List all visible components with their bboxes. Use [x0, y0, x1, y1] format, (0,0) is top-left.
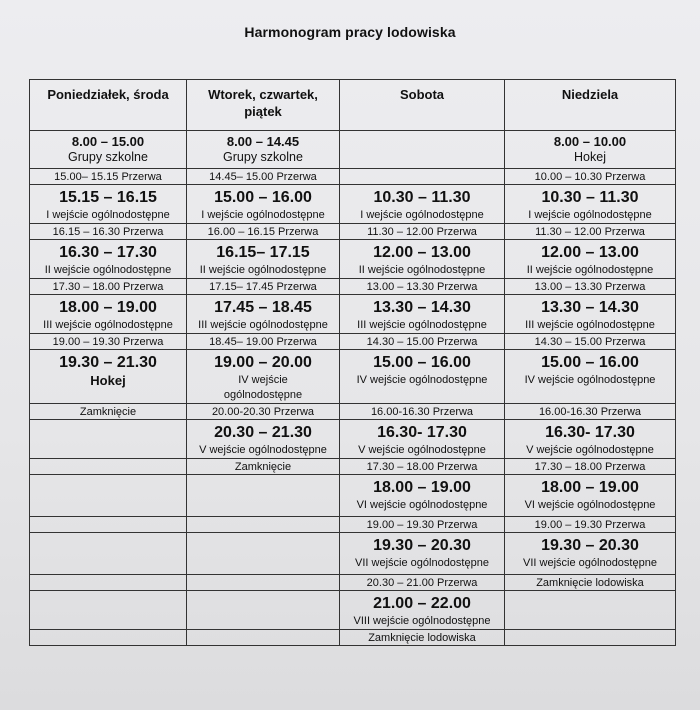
session-desc: I wejście ogólnodostępne: [46, 209, 170, 221]
break-row: [30, 224, 676, 240]
session-time: 19.30 – 21.30: [59, 354, 157, 371]
empty-cell: [187, 533, 340, 575]
schedule-cell: [505, 131, 676, 169]
session-desc: IV wejście ogólnodostępne: [524, 374, 656, 386]
session-desc: II wejście ogólnodostępne: [44, 264, 172, 276]
break-cell: 11.30 – 12.00 Przerwa: [340, 224, 505, 240]
break-cell: 17.15– 17.45 Przerwa: [187, 279, 340, 295]
session-time: 19.00 – 20.00: [214, 354, 312, 371]
break-cell: 19.00 – 19.30 Przerwa: [505, 517, 676, 533]
session-time: 19.30 – 20.30: [373, 537, 471, 554]
empty-cell: [340, 131, 505, 169]
schedule-cell: [505, 350, 676, 404]
empty-cell: [30, 459, 187, 475]
empty-cell: [30, 575, 187, 591]
empty-cell: [187, 630, 340, 646]
break-row: [30, 517, 676, 533]
empty-cell: [187, 475, 340, 517]
schedule-table: [29, 79, 676, 646]
session-desc: VII wejście ogólnodostępne: [355, 557, 489, 569]
break-cell: Zamknięcie lodowiska: [505, 575, 676, 591]
session-time: 16.15– 17.15: [216, 244, 310, 261]
schedule-cell: [505, 240, 676, 279]
session-desc: VIII wejście ogólnodostępne: [353, 615, 491, 627]
session-desc: II wejście ogólnodostępne: [526, 264, 654, 276]
header-cell-mon-wed: Poniedziałek, środa: [30, 80, 187, 131]
table-row: [30, 533, 676, 575]
session-time: 12.00 – 13.00: [541, 244, 639, 261]
break-row: [30, 334, 676, 350]
empty-cell: [30, 517, 187, 533]
session-time: 18.00 – 19.00: [373, 479, 471, 496]
schedule-cell: [505, 295, 676, 334]
session-time: 20.30 – 21.30: [214, 424, 312, 441]
header-cell-tue-thu-fri: Wtorek, czwartek, piątek: [187, 80, 340, 131]
empty-cell: [30, 475, 187, 517]
empty-cell: [505, 591, 676, 630]
schedule-cell: [30, 131, 187, 169]
session-time: 21.00 – 22.00: [373, 595, 471, 612]
break-cell: 20.30 – 21.00 Przerwa: [340, 575, 505, 591]
break-cell: 16.00 – 16.15 Przerwa: [187, 224, 340, 240]
schedule-cell: [505, 420, 676, 459]
document-title: Harmonogram pracy lodowiska: [244, 24, 456, 40]
session-desc: Grupy szkolne: [68, 150, 148, 164]
schedule-cell: [30, 240, 187, 279]
break-row: [30, 404, 676, 420]
session-time: 18.00 – 19.00: [59, 299, 157, 316]
break-cell: 14.30 – 15.00 Przerwa: [340, 334, 505, 350]
session-desc: V wejście ogólnodostępne: [199, 444, 327, 456]
session-desc: VII wejście ogólnodostępne: [523, 557, 657, 569]
session-desc: II wejście ogólnodostępne: [358, 264, 486, 276]
session-desc: II wejście ogólnodostępne: [199, 264, 327, 276]
empty-cell: [30, 630, 187, 646]
schedule-cell: [187, 420, 340, 459]
session-desc: III wejście ogólnodostępne: [43, 319, 173, 331]
session-desc: VI wejście ogólnodostępne: [356, 499, 488, 511]
break-cell: 17.30 – 18.00 Przerwa: [30, 279, 187, 295]
session-desc: Grupy szkolne: [223, 150, 303, 164]
break-row: [30, 169, 676, 185]
session-time: 19.30 – 20.30: [541, 537, 639, 554]
session-time: 16.30 – 17.30: [59, 244, 157, 261]
schedule-cell: [187, 131, 340, 169]
schedule-cell: [505, 533, 676, 575]
break-cell: 11.30 – 12.00 Przerwa: [505, 224, 676, 240]
break-cell: 19.00 – 19.30 Przerwa: [340, 517, 505, 533]
schedule-cell: [340, 185, 505, 224]
table-header-row: [30, 80, 676, 131]
table-row: [30, 420, 676, 459]
break-cell: 18.45– 19.00 Przerwa: [187, 334, 340, 350]
schedule-cell: [340, 591, 505, 630]
schedule-cell: [340, 350, 505, 404]
session-desc: III wejście ogólnodostępne: [525, 319, 655, 331]
empty-cell: [505, 630, 676, 646]
empty-cell: [30, 420, 187, 459]
header-cell-sun: Niedziela: [505, 80, 676, 131]
break-cell: 20.00-20.30 Przerwa: [187, 404, 340, 420]
session-time: 16.30- 17.30: [377, 424, 467, 441]
session-desc: I wejście ogólnodostępne: [360, 209, 484, 221]
break-cell: 17.30 – 18.00 Przerwa: [505, 459, 676, 475]
session-desc: Hokej: [574, 150, 606, 164]
session-time: 8.00 – 10.00: [553, 134, 627, 149]
schedule-cell: [187, 295, 340, 334]
schedule-cell: [187, 350, 340, 404]
session-time: 10.30 – 11.30: [541, 189, 639, 206]
schedule-cell: [505, 185, 676, 224]
session-desc: V wejście ogólnodostępne: [358, 444, 486, 456]
schedule-cell: [340, 240, 505, 279]
schedule-cell: [340, 420, 505, 459]
break-cell: 13.00 – 13.30 Przerwa: [340, 279, 505, 295]
session-time: 15.00 – 16.00: [373, 354, 471, 371]
empty-cell: [30, 591, 187, 630]
table-row: [30, 295, 676, 334]
break-cell: Zamknięcie: [30, 404, 187, 420]
break-cell: 13.00 – 13.30 Przerwa: [505, 279, 676, 295]
empty-cell: [30, 533, 187, 575]
table-row: [30, 185, 676, 224]
schedule-cell: [340, 475, 505, 517]
empty-cell: [187, 517, 340, 533]
break-cell: 14.45– 15.00 Przerwa: [187, 169, 340, 185]
session-desc: Hokej: [90, 373, 126, 388]
session-time: 15.00 – 16.00: [214, 189, 312, 206]
header-cell-sat: Sobota: [340, 80, 505, 131]
break-cell: 16.00-16.30 Przerwa: [505, 404, 676, 420]
session-desc: VI wejście ogólnodostępne: [524, 499, 656, 511]
session-time: 8.00 – 15.00: [71, 134, 145, 149]
break-cell: 16.00-16.30 Przerwa: [340, 404, 505, 420]
session-desc: IV wejście ogólnodostępne: [223, 374, 303, 401]
break-cell: Zamknięcie lodowiska: [340, 630, 505, 646]
session-time: 13.30 – 14.30: [541, 299, 639, 316]
session-time: 17.45 – 18.45: [214, 299, 312, 316]
schedule-cell: [187, 240, 340, 279]
session-time: 12.00 – 13.00: [373, 244, 471, 261]
session-desc: III wejście ogólnodostępne: [198, 319, 328, 331]
break-row: [30, 575, 676, 591]
table-row: [30, 350, 676, 404]
session-time: 13.30 – 14.30: [373, 299, 471, 316]
break-cell: 14.30 – 15.00 Przerwa: [505, 334, 676, 350]
empty-cell: [340, 169, 505, 185]
break-row: [30, 279, 676, 295]
schedule-cell: [187, 185, 340, 224]
break-row: [30, 630, 676, 646]
session-desc: IV wejście ogólnodostępne: [356, 374, 488, 386]
table-row: [30, 240, 676, 279]
schedule-cell: [30, 295, 187, 334]
schedule-cell: [340, 533, 505, 575]
session-time: 15.00 – 16.00: [541, 354, 639, 371]
session-time: 15.15 – 16.15: [59, 189, 157, 206]
break-cell: 19.00 – 19.30 Przerwa: [30, 334, 187, 350]
break-cell: 10.00 – 10.30 Przerwa: [505, 169, 676, 185]
schedule-cell: [30, 185, 187, 224]
schedule-cell: [30, 350, 187, 404]
session-desc: V wejście ogólnodostępne: [526, 444, 654, 456]
session-desc: III wejście ogólnodostępne: [357, 319, 487, 331]
session-time: 16.30- 17.30: [545, 424, 635, 441]
session-time: 18.00 – 19.00: [541, 479, 639, 496]
schedule-cell: [505, 475, 676, 517]
table-row: [30, 475, 676, 517]
session-time: 10.30 – 11.30: [373, 189, 471, 206]
empty-cell: [187, 591, 340, 630]
empty-cell: [187, 575, 340, 591]
session-desc: I wejście ogólnodostępne: [528, 209, 652, 221]
break-cell: 17.30 – 18.00 Przerwa: [340, 459, 505, 475]
break-cell: 16.15 – 16.30 Przerwa: [30, 224, 187, 240]
table-row: [30, 131, 676, 169]
break-row: [30, 459, 676, 475]
session-time: 8.00 – 14.45: [226, 134, 300, 149]
session-desc: I wejście ogólnodostępne: [201, 209, 325, 221]
table-row: [30, 591, 676, 630]
break-cell: Zamknięcie: [187, 459, 340, 475]
schedule-cell: [340, 295, 505, 334]
break-cell: 15.00– 15.15 Przerwa: [30, 169, 187, 185]
